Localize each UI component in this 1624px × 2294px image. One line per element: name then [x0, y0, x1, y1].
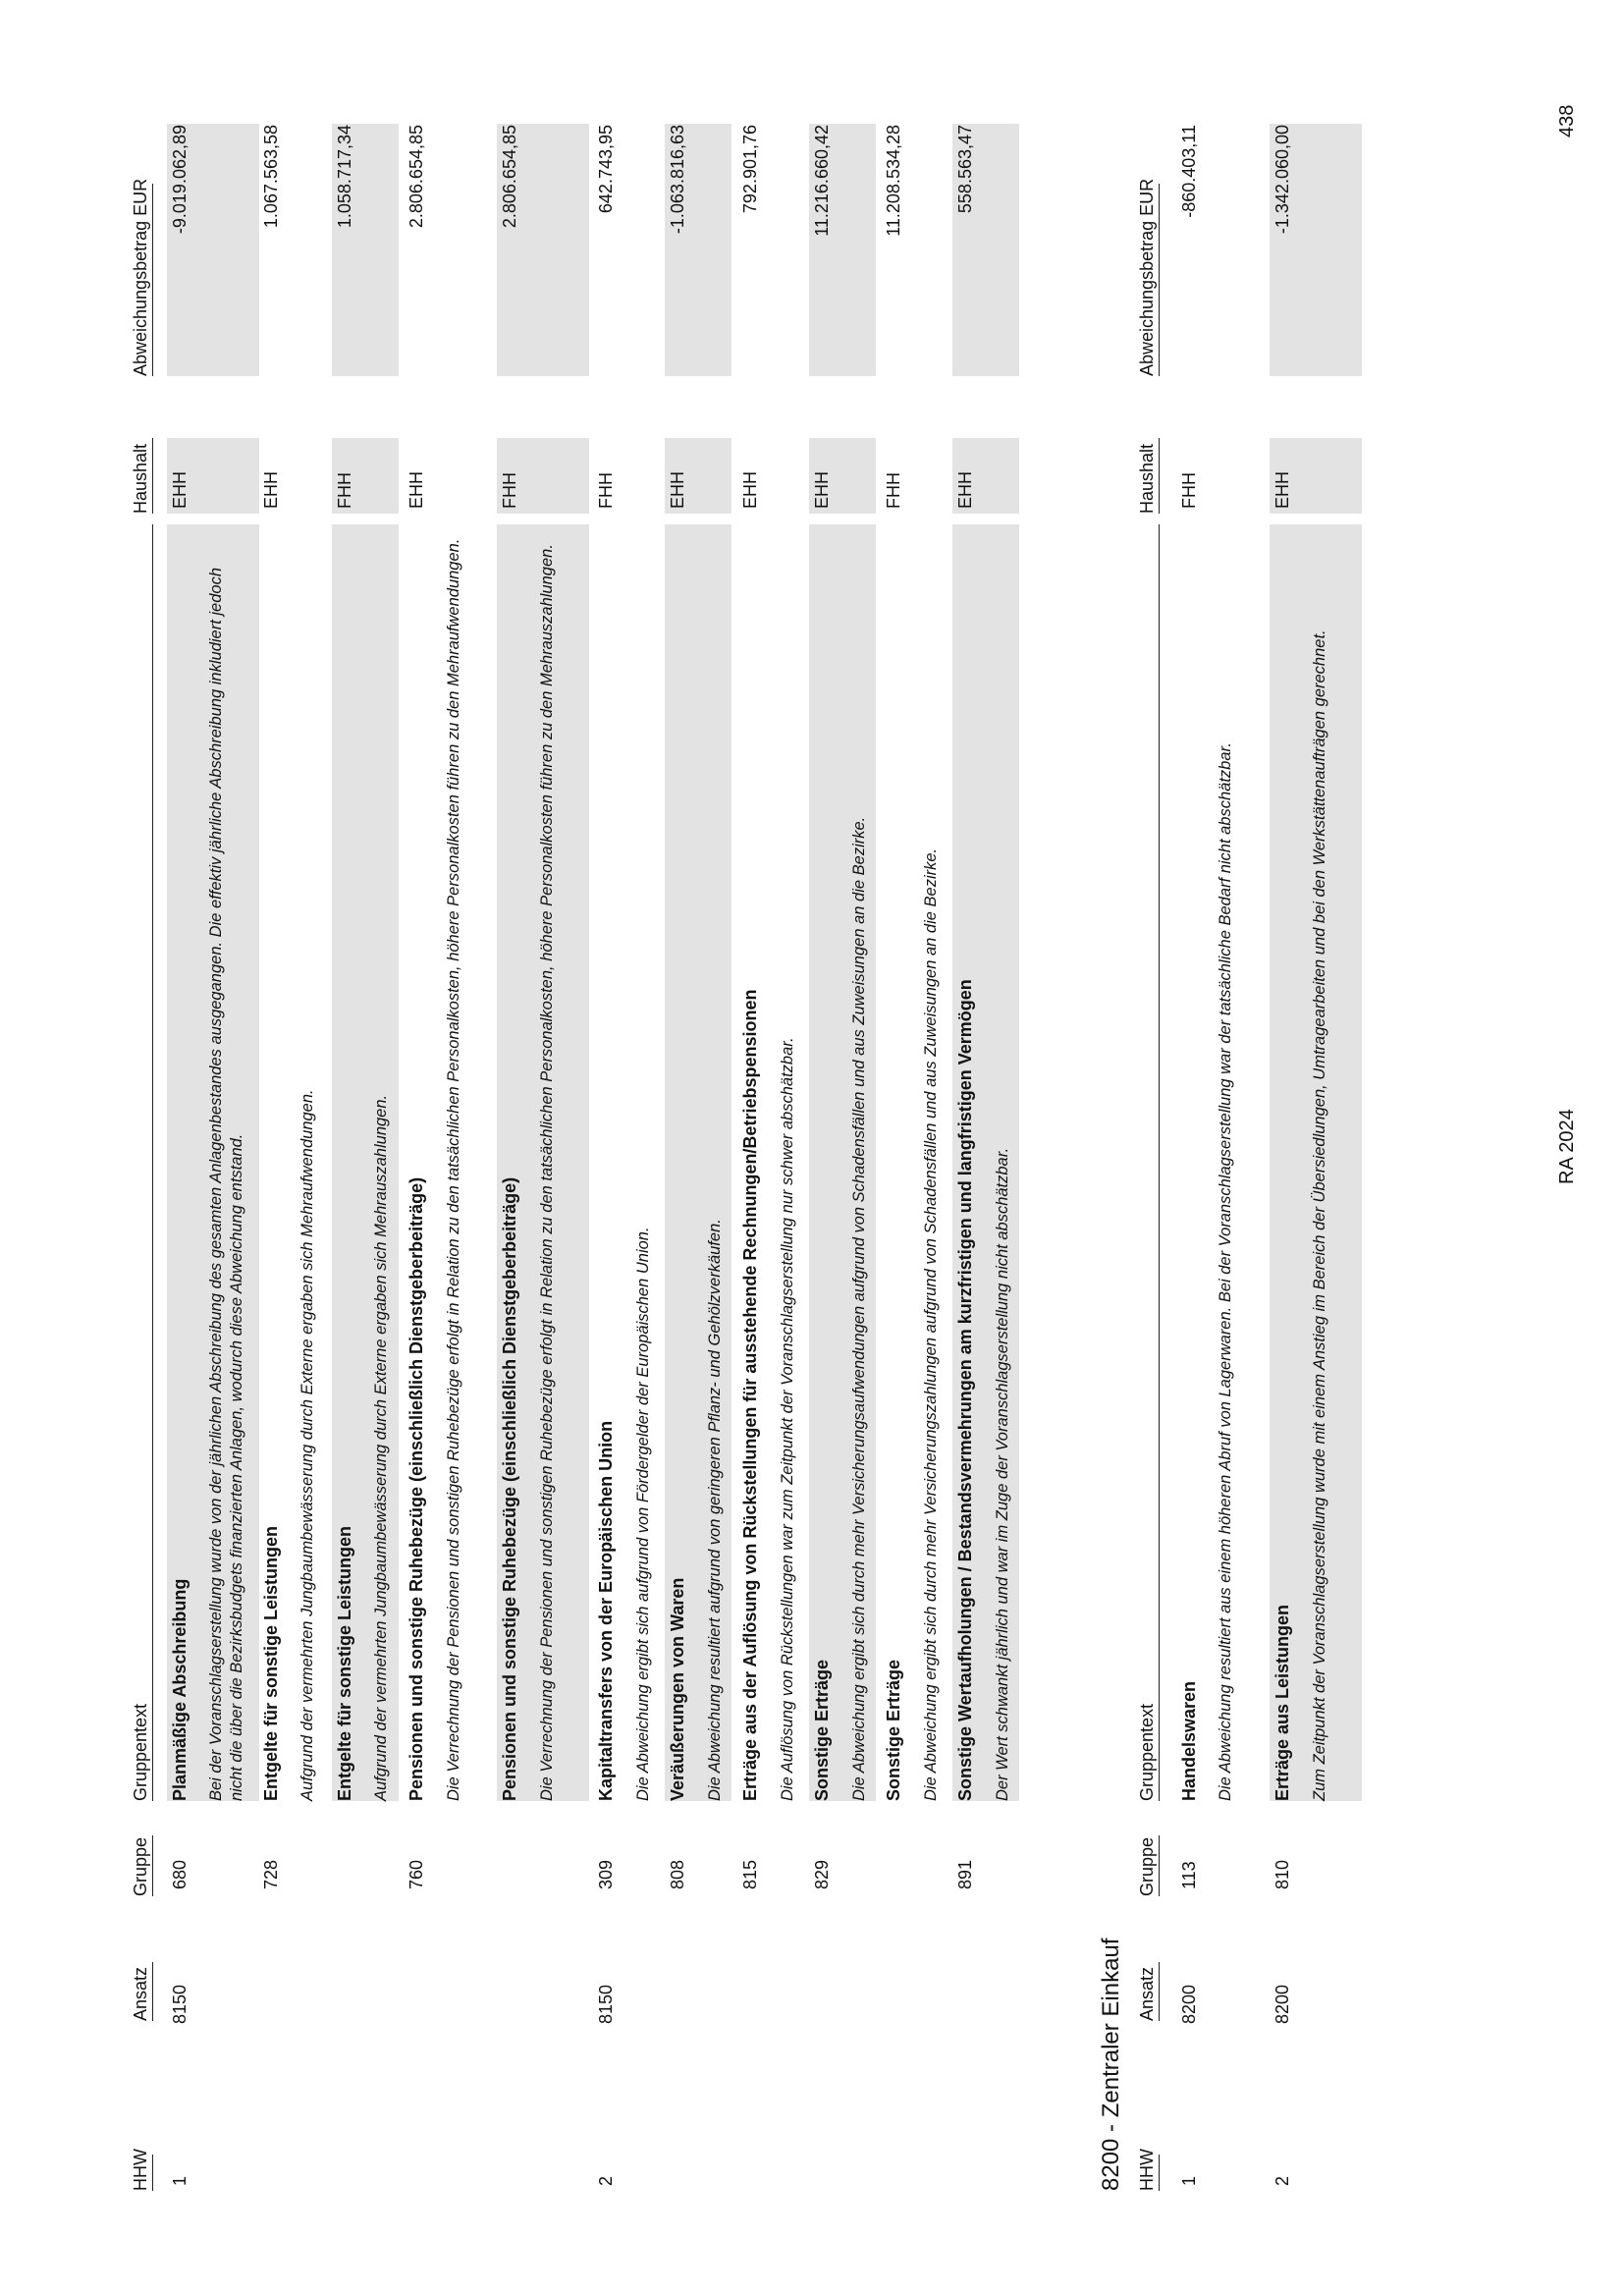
- footer-page-number: 438: [1556, 104, 1578, 137]
- row-title: Sonstige Erträge: [884, 1659, 903, 1801]
- row-haushalt: EHH: [955, 470, 975, 509]
- row-betrag: 2.806.654,85: [406, 125, 426, 229]
- row-title: Planmäßige Abschreibung: [170, 1578, 189, 1801]
- row-haushalt: FHH: [884, 472, 903, 509]
- header-rule-haushalt: [152, 438, 153, 514]
- header-rule-hhw: [1159, 2155, 1160, 2191]
- row-betrag: 11.216.660,42: [812, 125, 832, 237]
- row-description: Die Auflösung von Rückstellungen war zum Zeitpunkt der Voranschlagserstellung nur schwer abschätzbar.: [779, 1037, 796, 1801]
- row-gruppe: 808: [668, 1859, 687, 1889]
- row-description: Der Wert schwankt jährlich und war im Zuge der Voranschlagserstellung nicht abschätzbar.: [994, 1147, 1011, 1801]
- row-title: Erträge aus der Auflösung von Rückstellungen für ausstehende Rechnungen/Betriebspensionen: [740, 989, 760, 1801]
- row-title: Veräußerungen von Waren: [668, 1577, 687, 1801]
- header-rule-hhw: [152, 2155, 153, 2191]
- header-rule-gruppentext: [152, 524, 153, 1801]
- header-haushalt: Haushalt: [131, 443, 150, 514]
- row-haushalt: EHH: [812, 470, 832, 509]
- header-betrag: Abweichungsbetrag EUR: [1137, 178, 1157, 376]
- row-title: Sonstige Erträge: [812, 1659, 832, 1801]
- row-haushalt: EHH: [668, 470, 687, 509]
- header-rule-ansatz: [1159, 1962, 1160, 2021]
- footer-document-label: RA 2024: [1556, 1109, 1578, 1184]
- row-description: Bei der Voranschlagserstellung wurde von der jährlichen Abschreibung des gesamten Anlagenbestandes ausgegangen. Die effektiv jährliche Abschreibung inkludiert jedoch nicht die über die Bezirksbudgets finanzierten Anlagen, wodurch diese Abweichung entstand.: [207, 567, 245, 1801]
- row-betrag: 792.901,76: [740, 125, 760, 214]
- header-ansatz: Ansatz: [131, 1966, 150, 2021]
- row-haushalt: FHH: [335, 472, 354, 509]
- header-rule-gruppe: [1159, 1835, 1160, 1896]
- row-betrag: 2.806.654,85: [500, 125, 519, 229]
- row-haushalt: FHH: [596, 472, 616, 509]
- row-description: Die Verrechnung der Pensionen und sonstigen Ruhebezüge erfolgt in Relation zu den tatsächlichen Personalkosten, höhere Personalkosten führen zu den Mehrauszahlungen.: [538, 544, 556, 1801]
- header-betrag: Abweichungsbetrag EUR: [131, 178, 150, 376]
- row-betrag: 558.563,47: [955, 125, 975, 214]
- row-ansatz: 8200: [1179, 1984, 1199, 2024]
- row-ansatz: 8200: [1272, 1984, 1292, 2024]
- row-ansatz: 8150: [170, 1984, 189, 2024]
- row-betrag: -1.342.060,00: [1272, 125, 1292, 235]
- row-title: Handelswaren: [1179, 1680, 1199, 1801]
- row-betrag: 11.208.534,28: [884, 125, 903, 237]
- row-ansatz: 8150: [596, 1984, 616, 2024]
- row-gruppe: 728: [261, 1859, 281, 1889]
- row-gruppe: 760: [406, 1859, 426, 1889]
- header-hhw: HHW: [131, 2149, 150, 2191]
- row-haushalt: EHH: [170, 470, 189, 509]
- row-betrag: -860.403,11: [1179, 125, 1199, 218]
- row-gruppe: 810: [1272, 1859, 1292, 1889]
- row-hhw: 2: [1272, 2175, 1292, 2186]
- header-gruppentext: Gruppentext: [1137, 1703, 1157, 1801]
- row-gruppe: 309: [596, 1859, 616, 1889]
- row-haushalt: EHH: [406, 470, 426, 509]
- header-gruppentext: Gruppentext: [131, 1703, 150, 1801]
- header-rule-betrag: [1159, 184, 1160, 376]
- header-haushalt: Haushalt: [1137, 443, 1157, 514]
- row-gruppe: 680: [170, 1859, 189, 1889]
- row-description: Die Abweichung resultiert aus einem höheren Abruf von Lagerwaren. Bei der Voranschlagserstellung war der tatsächliche Bedarf nicht abschätzbar.: [1217, 742, 1234, 1801]
- row-description: Aufgrund der vermehrten Jungbaumbewässerung durch Externe ergaben sich Mehrauszahlungen.: [372, 1094, 390, 1801]
- row-description: Die Abweichung ergibt sich durch mehr Versicherungsaufwendungen aufgrund von Schadensfällen und aus Zuweisungen an die Bezirke.: [850, 816, 868, 1801]
- row-title: Entgelte für sonstige Leistungen: [335, 1525, 354, 1801]
- row-haushalt: FHH: [500, 472, 519, 509]
- row-title: Pensionen und sonstige Ruhebezüge (einschließlich Dienstgeberbeiträge): [406, 1176, 426, 1801]
- header-rule-betrag: [152, 184, 153, 376]
- row-gruppe: 829: [812, 1859, 832, 1889]
- row-title: Pensionen und sonstige Ruhebezüge (einschließlich Dienstgeberbeiträge): [500, 1176, 519, 1801]
- header-rule-haushalt: [1159, 438, 1160, 514]
- header-rule-ansatz: [152, 1962, 153, 2021]
- row-hhw: 2: [596, 2175, 616, 2186]
- row-betrag: 642.743,95: [596, 125, 616, 214]
- row-betrag: -1.063.816,63: [668, 125, 687, 235]
- row-title: Entgelte für sonstige Leistungen: [261, 1525, 281, 1801]
- row-description: Zum Zeitpunkt der Voranschlagserstellung wurde mit einem Anstieg im Bereich der Übersiedlungen, Umtragearbeiten und bei den Werkstättenaufträgen gerechnet.: [1311, 629, 1328, 1801]
- row-gruppe: 113: [1179, 1861, 1199, 1889]
- row-description: Aufgrund der vermehrten Jungbaumbewässerung durch Externe ergaben sich Mehraufwendungen.: [298, 1089, 316, 1801]
- section-title: 8200 - Zentraler Einkauf: [1098, 1938, 1124, 2191]
- row-title: Kapitaltransfers von der Europäischen Union: [596, 1420, 616, 1801]
- header-rule-gruppentext: [1159, 524, 1160, 1801]
- header-gruppe: Gruppe: [1137, 1836, 1157, 1896]
- row-title: Sonstige Wertaufholungen / Bestandsvermehrungen am kurzfristigen und langfristigen Vermögen: [955, 979, 975, 1801]
- header-hhw: HHW: [1137, 2149, 1157, 2191]
- row-haushalt: EHH: [1272, 470, 1292, 509]
- row-description: Die Abweichung ergibt sich aufgrund von Fördergelder der Europäischen Union.: [634, 1227, 652, 1801]
- row-betrag: 1.067.563,58: [261, 125, 281, 229]
- row-description: Die Abweichung resultiert aufgrund von geringeren Pflanz- und Gehölzverkäufen.: [706, 1219, 724, 1801]
- row-hhw: 1: [1179, 2175, 1199, 2186]
- row-title: Erträge aus Leistungen: [1272, 1604, 1292, 1801]
- row-description: Die Verrechnung der Pensionen und sonstigen Ruhebezüge erfolgt in Relation zu den tatsächlichen Personalkosten, höhere Personalkosten führen zu den Mehraufwendungen.: [445, 538, 462, 1801]
- row-haushalt: EHH: [740, 470, 760, 509]
- row-description: Die Abweichung ergibt sich durch mehr Versicherungszahlungen aufgrund von Schadensfällen und aus Zuweisungen an die Bezirke.: [922, 847, 940, 1801]
- row-gruppe: 815: [740, 1859, 760, 1889]
- row-gruppe: 891: [955, 1859, 975, 1889]
- header-rule-gruppe: [152, 1835, 153, 1896]
- row-haushalt: EHH: [261, 470, 281, 509]
- header-gruppe: Gruppe: [131, 1836, 150, 1896]
- row-betrag: -9.019.062,89: [170, 125, 189, 235]
- row-hhw: 1: [170, 2175, 189, 2186]
- header-ansatz: Ansatz: [1137, 1966, 1157, 2021]
- row-betrag: 1.058.717,34: [335, 125, 354, 229]
- row-haushalt: FHH: [1179, 472, 1199, 509]
